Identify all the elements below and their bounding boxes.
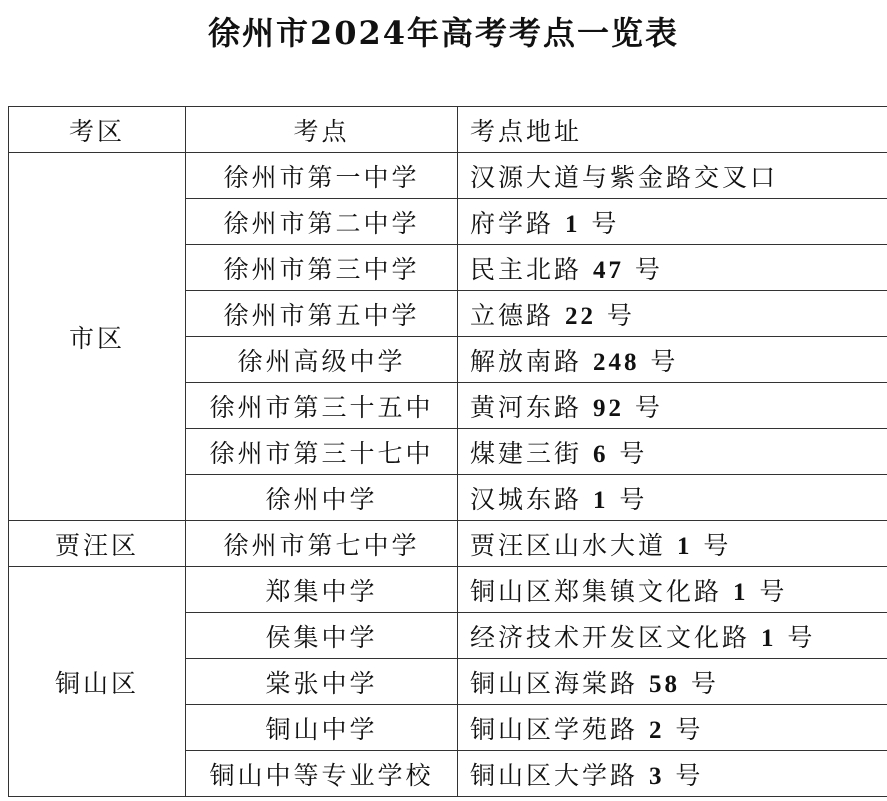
- address-cell: 汉城东路 1 号: [458, 475, 887, 521]
- address-cell: 解放南路 248 号: [458, 337, 887, 383]
- header-site: 考点: [186, 107, 458, 153]
- address-cell: 民主北路 47 号: [458, 245, 887, 291]
- address-cell: 铜山区郑集镇文化路 1 号: [458, 567, 887, 613]
- site-cell: 郑集中学: [186, 567, 458, 613]
- site-cell: 徐州市第二中学: [186, 199, 458, 245]
- site-cell: 铜山中等专业学校: [186, 751, 458, 797]
- address-cell: 铜山区海棠路 58 号: [458, 659, 887, 705]
- site-cell: 徐州市第三中学: [186, 245, 458, 291]
- address-cell: 煤建三街 6 号: [458, 429, 887, 475]
- address-cell: 府学路 1 号: [458, 199, 887, 245]
- area-cell: 贾汪区: [9, 521, 186, 567]
- site-cell: 徐州中学: [186, 475, 458, 521]
- address-cell: 汉源大道与紫金路交叉口: [458, 153, 887, 199]
- site-cell: 侯集中学: [186, 613, 458, 659]
- site-cell: 徐州市第五中学: [186, 291, 458, 337]
- table-row: [9, 153, 887, 199]
- page-title: 徐州市2024年高考考点一览表: [207, 14, 680, 52]
- site-cell: 徐州市第七中学: [186, 521, 458, 567]
- address-cell: 贾汪区山水大道 1 号: [458, 521, 887, 567]
- table-header-row: [9, 107, 887, 153]
- address-cell: 经济技术开发区文化路 1 号: [458, 613, 887, 659]
- header-address: 考点地址: [458, 107, 887, 153]
- address-cell: 铜山区学苑路 2 号: [458, 705, 887, 751]
- address-cell: 铜山区大学路 3 号: [458, 751, 887, 797]
- area-cell: 铜山区: [9, 567, 186, 797]
- header-area: 考区: [9, 107, 186, 153]
- site-cell: 徐州市第三十七中: [186, 429, 458, 475]
- address-cell: 黄河东路 92 号: [458, 383, 887, 429]
- site-cell: 徐州市第一中学: [186, 153, 458, 199]
- site-cell: 徐州市第三十五中: [186, 383, 458, 429]
- address-cell: 立德路 22 号: [458, 291, 887, 337]
- site-cell: 徐州高级中学: [186, 337, 458, 383]
- exam-sites-table: [8, 106, 887, 797]
- area-cell: 市区: [9, 153, 186, 521]
- table-row: [9, 521, 887, 567]
- site-cell: 铜山中学: [186, 705, 458, 751]
- site-cell: 棠张中学: [186, 659, 458, 705]
- table-row: [9, 567, 887, 613]
